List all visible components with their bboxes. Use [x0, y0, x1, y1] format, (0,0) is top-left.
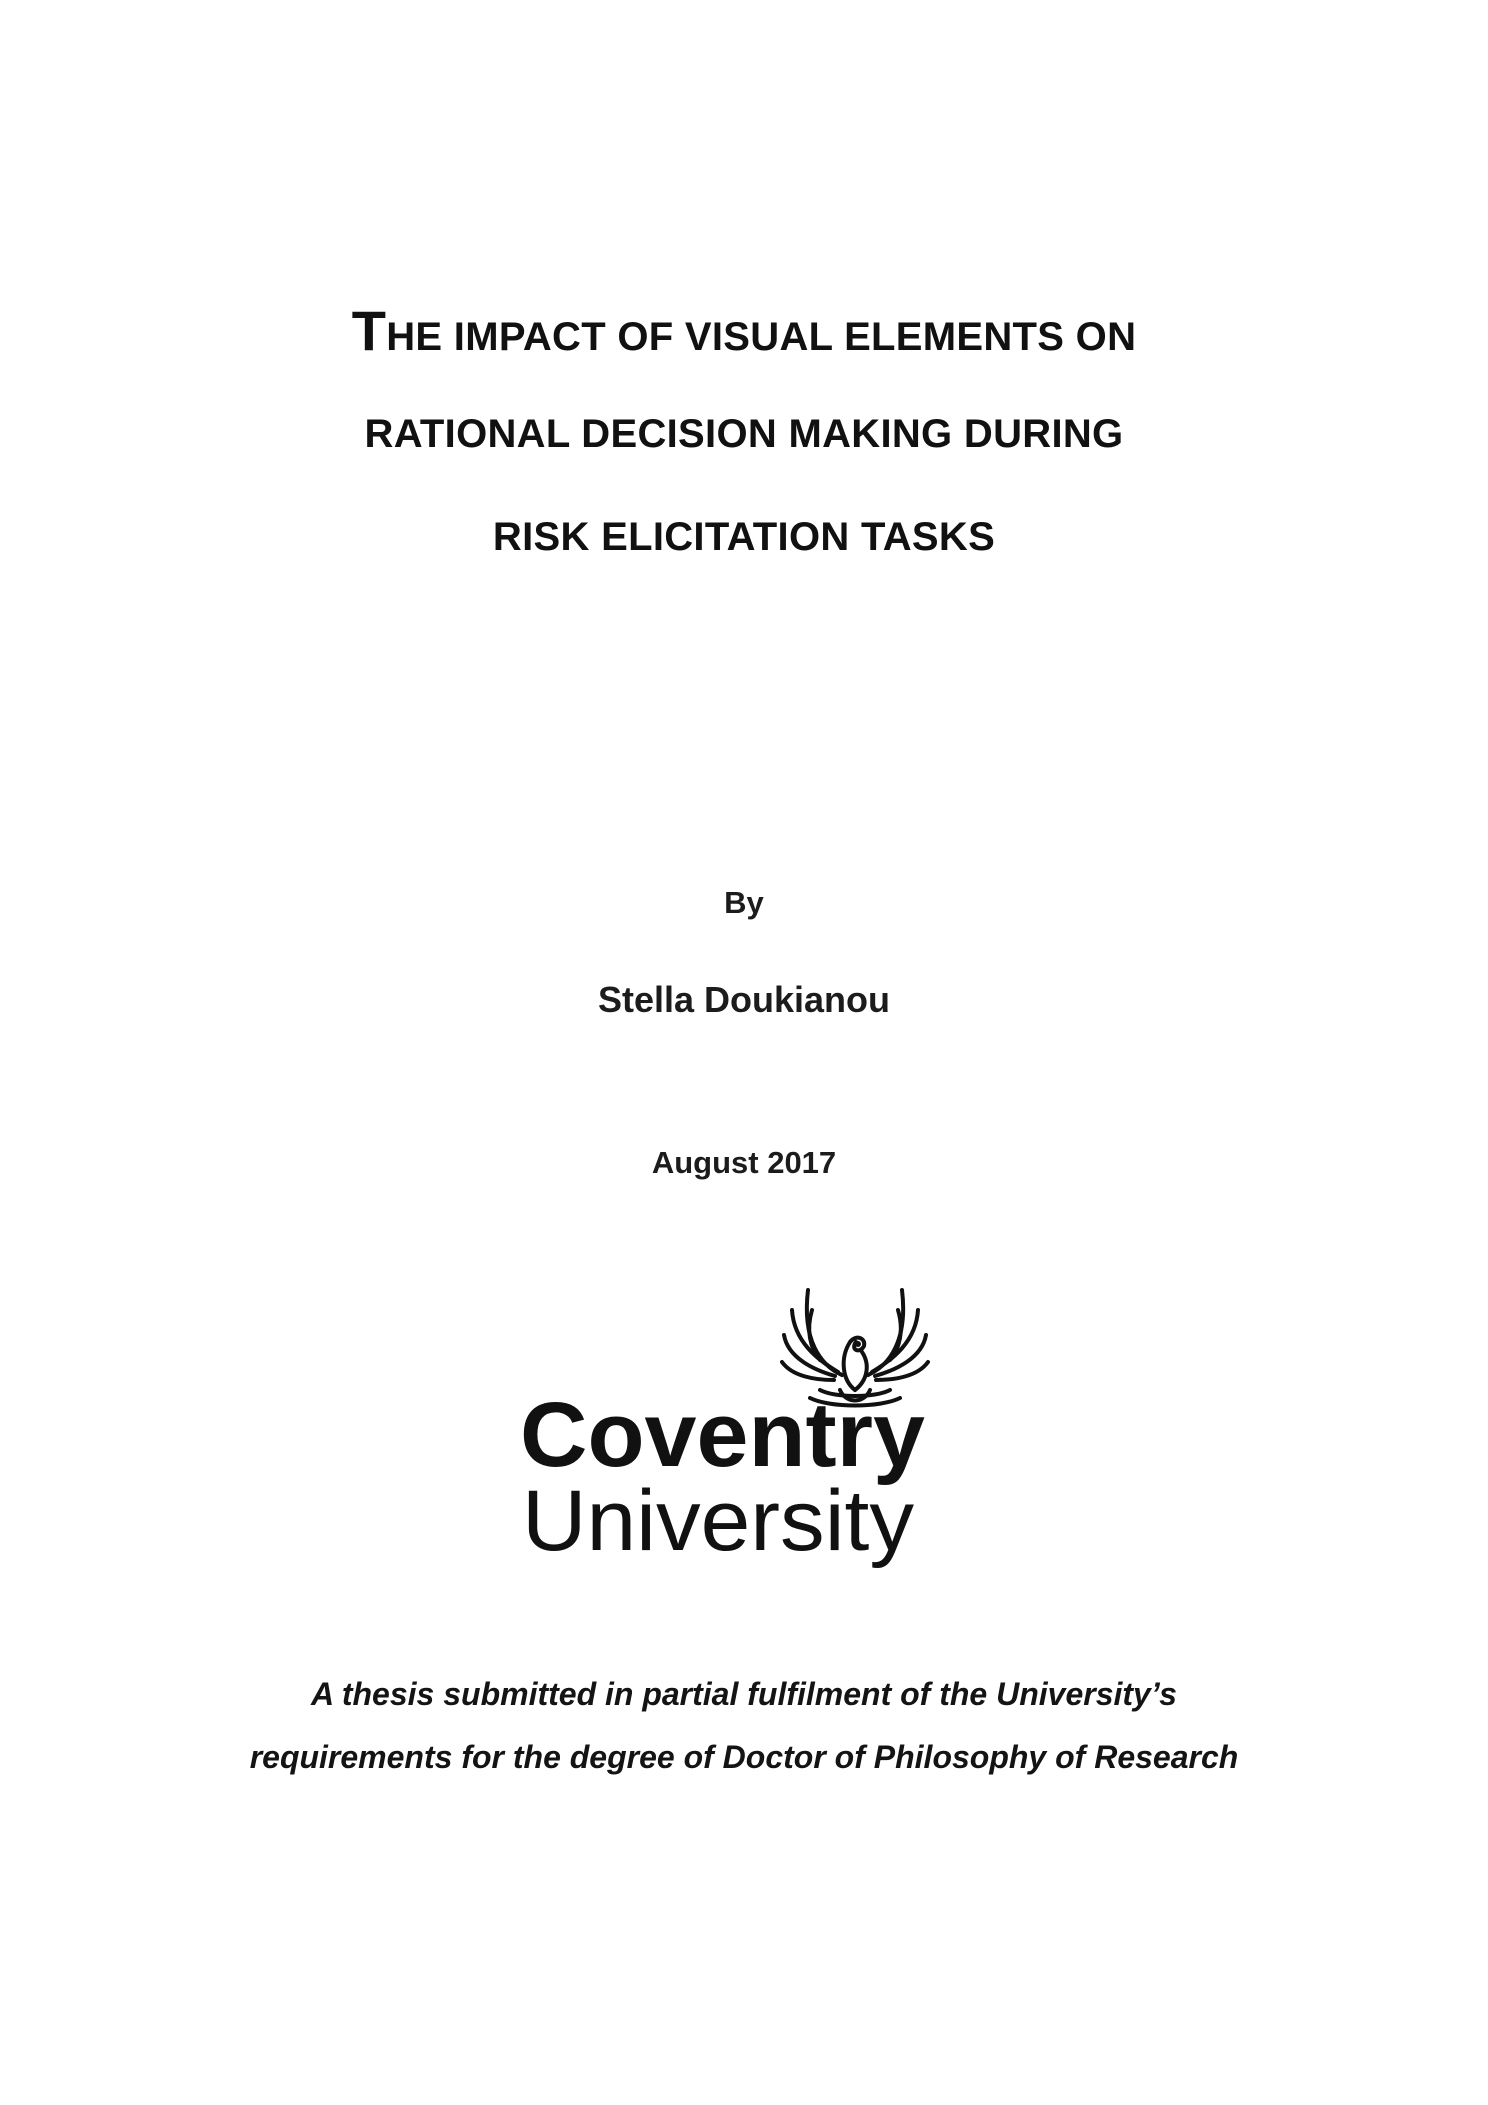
thesis-title-line-1 — [0, 298, 1488, 363]
logo-wordmark-line2: University — [522, 1473, 914, 1568]
by-label: By — [724, 885, 764, 920]
thesis-title-line-2: RATIONAL DECISION MAKING DURING — [364, 412, 1124, 456]
title-first-letter: T — [351, 299, 387, 362]
logo-wordmark-line1: Coventry — [520, 1388, 925, 1486]
thesis-title-line-3: RISK ELICITATION TASKS — [492, 515, 996, 559]
thesis-statement-line-2: requirements for the degree of Doctor of Philosophy of Research — [249, 1739, 1239, 1775]
submission-date: August 2017 — [651, 1145, 837, 1180]
thesis-statement-line-1: A thesis submitted in partial fulfilment of the University’s — [311, 1676, 1177, 1712]
title-line-1-rest: HE IMPACT OF VISUAL ELEMENTS ON — [386, 315, 1137, 359]
coventry-university-wordmark — [520, 1388, 930, 1568]
coventry-university-logo — [520, 1280, 930, 1570]
author-name: Stella Doukianou — [597, 979, 891, 1020]
